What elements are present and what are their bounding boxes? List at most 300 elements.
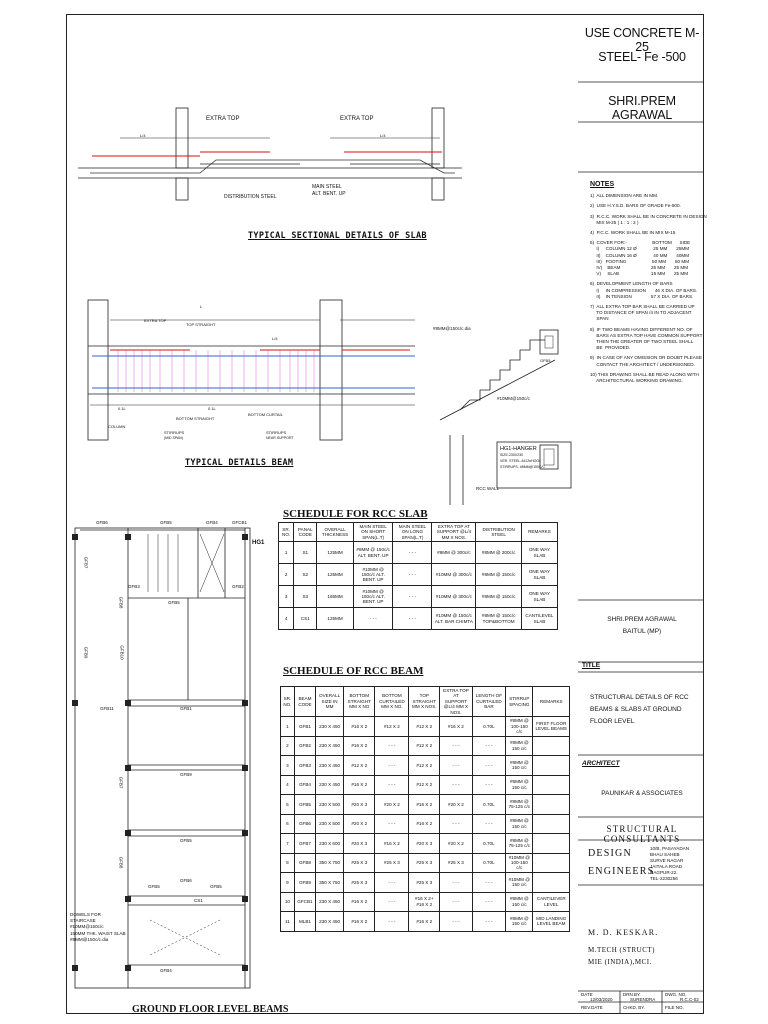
table-header-cell: MAIN STEEL ON SHORT SPAN(L.T) <box>353 523 393 542</box>
dowel-note-line: STAIRCASE <box>70 918 96 924</box>
drawing-number-value: R.C.C-02 <box>680 997 699 1002</box>
table-cell: #16 X 2 <box>344 736 375 756</box>
slab-dim-l4-2: L/4 <box>380 133 386 138</box>
table-cell: - - - <box>472 736 506 756</box>
table-cell: #25 X 3 <box>409 853 440 873</box>
table-cell: 125MM <box>317 564 354 586</box>
plan-beam-label: GFB5 <box>168 600 180 605</box>
table-cell: #8MM @ 150 c/c <box>506 756 533 776</box>
note-item: 6) DEVELOPMENT LENGTH OF BARS <box>590 281 673 287</box>
note-item: I) COLUMN 12 Ø 25 MM 25MM <box>590 246 690 252</box>
table-cell: CANTILEVEL SLAB <box>521 608 557 630</box>
table-header-cell: MAIN STEEL ON LONG SPAN(L.T) <box>393 523 432 542</box>
table-cell: #12 X 2 <box>409 717 440 737</box>
beam-top-straight-label: TOP STRAIGHT <box>186 322 216 327</box>
table-cell: GFB3 <box>294 756 315 776</box>
table-cell <box>533 795 570 815</box>
plan-beam-label: GFB2 <box>232 584 244 589</box>
note-item: II) COLUMN 16 Ø 40 MM 40MM <box>590 252 690 258</box>
table-cell: 2 <box>279 564 294 586</box>
table-cell: #12 X 2 <box>409 775 440 795</box>
table-header-cell: OVERALL SIZE IN MM <box>316 687 344 717</box>
table-cell: - - - <box>375 912 409 932</box>
table-cell: 11 <box>281 912 295 932</box>
table-header-cell: LENGTH OF CURTAILED BAR <box>472 687 506 717</box>
table-cell: - - - <box>440 814 472 834</box>
table-cell: #8MM @ 150 c/c <box>506 814 533 834</box>
table-cell: #8MM @ 300c/c <box>432 542 476 564</box>
architect-name: PAUNIKAR & ASSOCIATES <box>601 790 683 797</box>
note-item: 3) R.C.C. WORK SHALL BE IN CONCRETE IN DESIGN <box>590 213 707 219</box>
note-item: 9) IN CASE OF ANY OMISSION OR DOUBT PLEASE <box>590 355 702 361</box>
hanger-size: SIZE-230X230 <box>500 453 523 457</box>
table-cell: #10MM @ 150c/c ALT. BENT. UP <box>353 564 393 586</box>
distribution-steel-label: DISTRIBUTION STEEL <box>224 194 277 200</box>
table-row <box>281 873 570 893</box>
table-header-cell: DISTRIBUTION STEEL <box>476 523 522 542</box>
table-cell: S2 <box>294 564 317 586</box>
beam-dim-l4: L/4 <box>272 336 278 341</box>
table-cell: #25 X 3 <box>375 853 409 873</box>
note-item: 7) ALL EXTRA TOP BAR SHALL BE CARRIED UP <box>590 304 695 310</box>
plan-beam-label: GFB9 <box>180 772 192 777</box>
notes-list <box>590 193 707 384</box>
table-cell: #8MM @ 150 c/c <box>506 912 533 932</box>
table-cell: #10MM @ 150c/c ALT. BAR CHIMTA <box>432 608 476 630</box>
table-cell: #8MM @ 150c/c <box>476 564 522 586</box>
note-item: THEN THE GREATER OF TWO STEEL SHALL <box>590 339 694 345</box>
table-cell <box>533 736 570 756</box>
table-cell: 230 X 450 <box>316 892 344 912</box>
table-row <box>281 717 570 737</box>
slab-schedule-title: SCHEDULE FOR RCC SLAB <box>283 508 428 520</box>
table-cell: 230 X 500 <box>316 795 344 815</box>
note-item: 5) COVER FOR:- BOTTOM SIDE <box>590 240 691 246</box>
table-cell: 6 <box>281 814 295 834</box>
stair-gfb-label: GFB5 <box>540 358 551 363</box>
table-cell: 0.70L <box>472 795 506 815</box>
table-cell: #20 X 3 <box>344 795 375 815</box>
beam-extra-top-label: EXTRA TOP <box>144 318 167 323</box>
concrete-grade: USE CONCRETE M-25 <box>584 26 700 54</box>
beam-schedule-table <box>280 686 570 932</box>
table-cell: GFB7 <box>294 834 315 854</box>
table-cell: #12 X 2 <box>409 756 440 776</box>
table-row <box>281 775 570 795</box>
address-line: NAGPUR-22. <box>650 870 678 875</box>
table-header-cell: REMARKS <box>533 687 570 717</box>
plan-beam-label: GFCB1 <box>232 520 248 525</box>
dowel-note <box>70 912 126 943</box>
table-cell: - - - <box>393 608 432 630</box>
main-steel-alt-label: ALT. BENT. UP <box>312 191 346 197</box>
note-item: 10) THIS DRAWING SHALL BE READ ALONG WITH <box>590 371 699 377</box>
table-cell: - - - <box>440 892 472 912</box>
table-cell: #16 X 2 <box>344 717 375 737</box>
note-item: 4) P.C.C. WORK SHALL BE IN MIX M-15 <box>590 230 676 236</box>
steel-grade: STEEL- Fe -500 <box>598 50 686 64</box>
table-header-cell: TOP STRAIGHT MM X NOS. <box>409 687 440 717</box>
table-cell: #8MM @ 75-125 c/c <box>506 834 533 854</box>
consultants-heading: STRUCTURAL CONSULTANTS <box>603 824 681 844</box>
plan-beam-label: GFB10 <box>119 645 125 660</box>
beam-stirrups-near-support: NEAR SUPPORT <box>266 436 294 440</box>
table-row <box>281 834 570 854</box>
note-item: MIX M-25 ( 1 : 1 : 2 ) <box>590 219 639 225</box>
table-cell: - - - <box>375 892 409 912</box>
stair-rcc-wall-label: RCC WALL <box>476 486 500 491</box>
table-cell: #16 X 2 <box>440 717 472 737</box>
table-cell: 0.70L <box>472 717 506 737</box>
stair-dia-label-1: #8MM@150c/c.dia <box>433 326 471 331</box>
extra-top-label-2: EXTRA TOP <box>340 116 374 122</box>
beam-stirrups-near-label: STIRRUPS <box>266 430 287 435</box>
table-cell: 350 X 750 <box>316 853 344 873</box>
table-header-row <box>279 523 558 542</box>
table-cell: #16 X 2 <box>344 912 375 932</box>
checked-by-label: CHKD. BY. <box>623 1005 645 1010</box>
table-header-cell: SR. NO. <box>281 687 295 717</box>
table-cell: 125MM <box>317 608 354 630</box>
table-row <box>281 853 570 873</box>
table-cell: #8MM @ 150 c/c <box>506 736 533 756</box>
table-cell: #25 X 3 <box>409 873 440 893</box>
notes-section <box>590 181 707 384</box>
table-cell: - - - <box>375 736 409 756</box>
table-cell: 7 <box>281 834 295 854</box>
table-cell: 230 X 450 <box>316 756 344 776</box>
table-cell: #8MM @ 200c/c <box>476 542 522 564</box>
table-cell: #16 X 2+ #16 X 2 <box>409 892 440 912</box>
date-label: DATE <box>581 992 593 997</box>
drawing-title: STRUCTURAL DETAILS OF RCC BEAMS & SLABS AT GROUND FLOOR LEVEL <box>590 694 689 725</box>
table-cell: GFB9 <box>294 873 315 893</box>
table-cell: #16 X 2 <box>344 892 375 912</box>
client-name: SHRI.PREM AGRAWAL <box>607 616 677 623</box>
extra-top-label-1: EXTRA TOP <box>206 116 240 122</box>
plan-beam-label: GFB5 <box>148 884 160 889</box>
plan-beam-label: GFB1 <box>180 706 192 711</box>
plan-beam-label: GFB4 <box>160 968 172 973</box>
table-cell: #20 X 2 <box>375 795 409 815</box>
table-cell <box>533 834 570 854</box>
table-cell: - - - <box>472 775 506 795</box>
dowel-note-line: 150MM THK. WAIST SLAB <box>70 930 126 936</box>
design-line-1: DESIGN <box>588 848 632 859</box>
table-cell: MID LANDING LEVEL BEAM <box>533 912 570 932</box>
note-item: V) SLAB 15 MM 25 MM <box>590 271 689 277</box>
table-cell: 165MM <box>317 586 354 608</box>
table-cell: #8MM @ 150 c/c <box>506 892 533 912</box>
plan-beam-label: GFB5 <box>210 884 222 889</box>
table-cell: #20 X 3 <box>409 834 440 854</box>
note-item: 1) ALL DIMENSION ARE IN MM. <box>590 193 659 199</box>
table-cell: #8MM @ 100-150 c/c <box>506 717 533 737</box>
beam-column-label: COLUMN <box>108 424 126 429</box>
table-cell: - - - <box>440 775 472 795</box>
table-cell: - - - <box>440 756 472 776</box>
table-cell: 350 X 750 <box>316 873 344 893</box>
table-cell: - - - <box>375 873 409 893</box>
note-item: II) IN TENSION 57 X DIA. OF BARS. <box>590 293 694 299</box>
table-cell: #12 X 2 <box>344 756 375 776</box>
slab-dim-l4-1: L/4 <box>140 133 146 138</box>
plan-beam-label: GFB7 <box>83 556 89 569</box>
beam-bottom-straight-label: BOTTOM STRAIGHT <box>176 416 215 421</box>
note-item: IV) BEAM 25 MM 25 MM <box>590 265 689 271</box>
table-cell: - - - <box>393 542 432 564</box>
table-cell: #16 X 2 <box>409 814 440 834</box>
table-header-cell: BEAM CODE <box>294 687 315 717</box>
note-item: I) IN COMPRESSION 46 X DIA. OF BARS. <box>590 287 698 293</box>
table-cell <box>533 756 570 776</box>
table-cell: GFB5 <box>294 795 315 815</box>
table-cell: - - - <box>375 814 409 834</box>
beam-stirrups-mid-label: STIRRUPS <box>164 430 185 435</box>
table-cell: 230 X 600 <box>316 834 344 854</box>
beam-detail-caption: TYPICAL DETAILS BEAM <box>185 458 294 468</box>
drawn-by-value: SURENDRA <box>630 997 656 1002</box>
table-cell: ONE WAY SLAB <box>521 542 557 564</box>
owner-name: SHRI.PREM AGRAWAL <box>608 94 676 122</box>
table-cell: - - - <box>472 892 506 912</box>
table-cell <box>533 814 570 834</box>
design-line-2: ENGINEERS <box>588 866 655 877</box>
table-cell: #20 X 2 <box>440 834 472 854</box>
table-cell: 10 <box>281 892 295 912</box>
table-cell: #10MM @ 100-150 c/c <box>506 853 533 873</box>
table-cell: 2 <box>281 736 295 756</box>
beam-schedule-title: SCHEDULE OF RCC BEAM <box>283 665 424 677</box>
plan-beam-label: GFB5 <box>180 838 192 843</box>
table-cell: 9 <box>281 873 295 893</box>
note-item: ARCHITECTURAL WORKING DRAWING. <box>590 378 683 384</box>
plan-beam-label: GFB6 <box>96 520 108 525</box>
hanger-title: HG1-HANGER <box>500 446 537 452</box>
plan-beam-label: GFB3 <box>128 584 140 589</box>
table-cell: #25 X 3 <box>440 853 472 873</box>
table-cell: 5 <box>281 795 295 815</box>
table-cell: 3 <box>279 586 294 608</box>
dowel-note-line: #8MM@150c/c.dia <box>70 936 109 942</box>
table-cell: #16 X 2 <box>409 912 440 932</box>
table-cell: 8 <box>281 853 295 873</box>
table-cell: S1 <box>294 542 317 564</box>
table-cell: 4 <box>281 775 295 795</box>
table-cell: - - - <box>472 814 506 834</box>
table-cell: 230 X 450 <box>316 775 344 795</box>
address-line: TEL-2230256 <box>650 876 678 881</box>
table-cell: 1 <box>281 717 295 737</box>
table-cell: GFB8 <box>294 853 315 873</box>
table-row <box>279 542 558 564</box>
title-label: TITLE <box>582 662 601 669</box>
table-cell: #10MM @ 150 c/c <box>506 873 533 893</box>
table-cell: 230 X 450 <box>316 717 344 737</box>
table-cell: - - - <box>440 736 472 756</box>
plan-caption: GROUND FLOOR LEVEL BEAMS <box>132 1004 289 1015</box>
table-row <box>279 564 558 586</box>
plan-beam-label: GFB8 <box>118 856 124 869</box>
table-header-cell: BOTTOM STRAIGHT MM X NO <box>344 687 375 717</box>
dowel-note-line: DOWELS FOR <box>70 912 101 917</box>
note-item: SPAN <box>590 316 609 322</box>
table-cell: CANTILEVER LEVEL <box>533 892 570 912</box>
client-place: BAITUL (MP) <box>622 628 662 635</box>
table-cell: #12 X 2 <box>375 717 409 737</box>
engineer-degree-2: MIE (INDIA),MCI. <box>588 958 652 966</box>
plan-beam-label: GFB8 <box>118 596 124 609</box>
table-row <box>281 736 570 756</box>
table-header-row <box>281 687 570 717</box>
revision-date-label: REV.DATE <box>581 1005 603 1010</box>
table-cell: #20 X 2 <box>344 814 375 834</box>
table-row <box>281 814 570 834</box>
table-cell: #8MM @ 150c/c TOP&BOTTOM <box>476 608 522 630</box>
table-header-cell: OVERALL THICKNESS <box>317 523 354 542</box>
table-cell: #8MM @ 150c/c <box>476 586 522 608</box>
note-item: 8) IF TWO BEAMS HAVING DIFFERENT NO. OF <box>590 326 693 332</box>
table-row <box>279 586 558 608</box>
plan-beam-label: GFB4 <box>206 520 218 525</box>
table-cell: 0.70L <box>472 834 506 854</box>
address-line: BHAU SAHEB <box>650 852 680 857</box>
slab-section-caption: TYPICAL SECTIONAL DETAILS OF SLAB <box>248 231 427 241</box>
table-cell <box>533 775 570 795</box>
table-cell: #12 X 2 <box>409 736 440 756</box>
table-cell: MLB1 <box>294 912 315 932</box>
table-cell: - - - <box>472 912 506 932</box>
beam-bottom-curtail-label: BOTTOM CURTAIL <box>248 412 283 417</box>
dowel-note-line: #10MM@150c/c <box>70 924 104 930</box>
engineer-degree-1: M.TECH (STRUCT) <box>588 946 655 954</box>
table-cell: FIRST FLOOR LEVEL BEAMS <box>533 717 570 737</box>
table-cell: #25 X 3 <box>344 853 375 873</box>
table-cell: ONE WAY SLAB <box>521 564 557 586</box>
address-line: SURVE NAGAR <box>650 858 684 863</box>
table-cell: #16 X 2 <box>409 795 440 815</box>
consultant-address <box>650 846 689 882</box>
hanger-steel: VER. STEEL-4#12#HOOL <box>500 459 542 463</box>
plan-hg1-label: HG1 <box>252 540 265 546</box>
note-item: TO DISTANCE OF SPAN /4 IN TO ADJACENT <box>590 310 692 316</box>
table-header-cell: EXTRA TOP AT SUPPORT @L/4 MM X NOS. <box>440 687 472 717</box>
table-cell <box>533 873 570 893</box>
table-row <box>279 608 558 630</box>
table-cell: GFCB1 <box>294 892 315 912</box>
beam-dim-l: L <box>200 304 203 309</box>
plan-cs1-label: CS1 <box>194 898 203 903</box>
plan-beam-label: GFB9 <box>83 646 89 659</box>
table-row <box>281 892 570 912</box>
file-number-label: FILE NO. <box>665 1005 684 1010</box>
hanger-stirrups: STIRRUPS- #8MM@150C/C <box>500 465 545 469</box>
table-row <box>281 795 570 815</box>
table-header-cell: EXTRA TOP AT SUPPORT @L/4 MM X NOS. <box>432 523 476 542</box>
plan-beam-label: GFB6 <box>180 878 192 883</box>
client-block <box>580 614 704 638</box>
table-cell: - - - <box>472 873 506 893</box>
table-cell: GFB4 <box>294 775 315 795</box>
slab-schedule-table <box>278 522 558 630</box>
table-header-cell: BOTTOM CURTAILED MM X NO. <box>375 687 409 717</box>
table-cell: GFB1 <box>294 717 315 737</box>
note-item: CONTACT THE ARCHITECT / UNDERSIGNED. <box>590 361 695 367</box>
table-cell: #20 X 2 <box>440 795 472 815</box>
main-steel-label: MAIN STEEL <box>312 184 342 190</box>
address-line: JAITALA ROAD <box>650 864 683 869</box>
table-cell: 230 X 450 <box>316 736 344 756</box>
plan-beam-label: GFB7 <box>118 776 124 789</box>
table-cell: - - - <box>393 564 432 586</box>
table-cell: 4 <box>279 608 294 630</box>
engineer-name: M. D. KESKAR. <box>588 928 659 937</box>
table-cell: 0.70L <box>472 853 506 873</box>
table-cell: #25 X 3 <box>344 873 375 893</box>
table-cell: - - - <box>375 775 409 795</box>
plan-beam-label: GFB11 <box>100 706 114 711</box>
hanger-detail <box>500 446 545 470</box>
table-cell: #10MM @ 300c/c <box>432 586 476 608</box>
notes-heading: NOTES <box>590 181 615 188</box>
note-item: III) FOOTING 50 MM 50 MM <box>590 258 690 264</box>
table-cell <box>533 853 570 873</box>
table-row <box>281 912 570 932</box>
table-cell: - - - <box>472 756 506 776</box>
beam-dim-01l-1: 0.1L <box>118 406 126 411</box>
beam-stirrups-mid-span: (MID SPAN) <box>164 436 183 440</box>
table-header-cell: PANAL CODE <box>294 523 317 542</box>
note-item: BE PROVIDED. <box>590 345 631 351</box>
address-line: 10/B, PASAYADAN <box>650 846 690 851</box>
table-cell: #20 X 3 <box>344 834 375 854</box>
architect-label: ARCHITECT <box>582 760 620 767</box>
table-cell: - - - <box>440 873 472 893</box>
table-cell: 125MM <box>317 542 354 564</box>
beam-dim-01l-2: 0.1L <box>208 406 216 411</box>
table-cell: #10MM @ 150c/c ALT. BENT. UP <box>353 586 393 608</box>
table-cell: S3 <box>294 586 317 608</box>
table-cell: #8MM @ 75-125 c/c <box>506 795 533 815</box>
note-item: 2) USE H.Y.S.D. BARS OF GRADE Fe-500. <box>590 203 681 209</box>
drawn-by-label: DRN.BY. <box>623 992 641 997</box>
table-row <box>281 756 570 776</box>
table-cell: CS1 <box>294 608 317 630</box>
table-cell: - - - <box>440 912 472 932</box>
table-cell: - - - <box>375 756 409 776</box>
table-cell: - - - <box>393 586 432 608</box>
table-cell: ONE WAY SLAB <box>521 586 557 608</box>
table-cell: 230 X 450 <box>316 912 344 932</box>
note-item: BARS AS EXTRA TOP HAVE COMMON SUPPORT <box>590 332 703 338</box>
table-cell: 1 <box>279 542 294 564</box>
table-cell: GFB6 <box>294 814 315 834</box>
table-cell: GFB2 <box>294 736 315 756</box>
stair-dia-label-2: #10MM@150c/c <box>497 396 530 401</box>
table-cell: #8MM @ 150 c/c <box>506 775 533 795</box>
plan-beam-label: GFB5 <box>160 520 172 525</box>
table-cell: #10MM @ 300c/c <box>432 564 476 586</box>
table-cell: #8MM @ 150c/c ALT. BENT. UP <box>353 542 393 564</box>
table-header-cell: STIRRUP SPACING <box>506 687 533 717</box>
table-header-cell: REMARKS <box>521 523 557 542</box>
drawing-number-label: DWG. NO. <box>665 992 687 997</box>
table-cell: #16 X 2 <box>344 775 375 795</box>
table-cell: - - - <box>353 608 393 630</box>
table-header-cell: SR. NO. <box>279 523 294 542</box>
date-value: 12/03/2020 <box>590 997 613 1002</box>
table-cell: 3 <box>281 756 295 776</box>
